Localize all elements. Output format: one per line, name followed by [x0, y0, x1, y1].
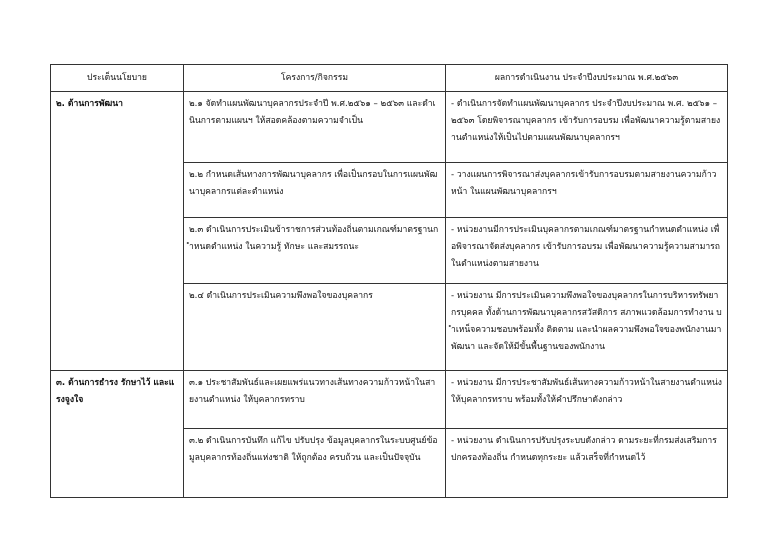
result-text: - หน่วยงานมีการประเมินบุคลากรตามเกณฑ์มาตรฐานกำหนดตำแหน่ง เพื่อพิจารณาจัดส่งบุคลากร เข้ารับการอบรม เพื่อพัฒนาความรู้ความสามารถในตำแหน่งตามสายงาน — [451, 225, 721, 269]
result-text: - วางแผนการพิจารณาส่งบุคลากรเข้ารับการอบรมตามสายงานความก้าวหน้า ในแผนพัฒนาบุคลากรฯ — [451, 170, 717, 197]
result-cell — [446, 92, 728, 163]
project-cell — [184, 284, 446, 371]
result-cell — [446, 163, 728, 218]
result-cell — [446, 218, 728, 284]
project-text: ๒.๒ กำหนดเส้นทางการพัฒนาบุคลากร เพื่อเป็นกรอบในการแผนพัฒนาบุคลากรแต่ละตำแหน่ง — [189, 170, 438, 197]
result-text: - หน่วยงาน มีการประเมินความพึงพอใจของบุคลากรในการบริหารทรัพยากรบุคคล ทั้งด้านการพัฒนาบุคลากรสวัสดิการ สภาพแวดล้อมการทำงาน บำเหน็จความชอบพร้อมทั้ง ติดตาม และนำผลความพึงพอใจของพนักงานมาพัฒนา และจัดให้มีขั้นพื้นฐานของพนักงาน — [451, 291, 722, 352]
result-text: - ดำเนินการจัดทำแผนพัฒนาบุคลากร ประจำปีงบประมาณ พ.ศ. ๒๕๖๑ – ๒๕๖๓ โดยพิจารณาบุคลากร เข้ารับการอบรม เพื่อพัฒนาความรู้ตามสายงานตำแหน่งให้เป็นไปตามแผนพัฒนาบุคลากรฯ — [451, 99, 721, 143]
result-cell — [446, 429, 728, 498]
header-result: ผลการดำเนินงาน ประจำปีงบประมาณ พ.ศ.๒๕๖๓ — [446, 65, 728, 92]
table-row — [51, 92, 728, 163]
project-text: ๒.๑ จัดทำแผนพัฒนาบุคลากรประจำปี พ.ศ.๒๕๖๑ – ๒๕๖๓ และดำเนินการตามแผนฯ ให้สอดคล้องตามความจำเป็น — [189, 99, 436, 126]
project-cell — [184, 371, 446, 429]
policy-cell — [51, 92, 184, 371]
policy-label: ๓. ด้านการธำรง รักษาไว้ และแรงจูงใจ — [56, 378, 175, 405]
table-row — [51, 371, 728, 429]
policy-label: ๒. ด้านการพัฒนา — [56, 99, 123, 109]
header-project: โครงการ/กิจกรรม — [184, 65, 446, 92]
result-text: - หน่วยงาน ดำเนินการปรับปรุงระบบดังกล่าว ตามระยะที่กรมส่งเสริมการปกครองท้องถิ่น กำหนดทุกระยะ แล้วเสร็จที่กำหนดไว้ — [451, 436, 717, 463]
header-policy: ประเด็นนโยบาย — [51, 65, 184, 92]
policy-cell — [51, 371, 184, 498]
project-text: ๓.๒ ดำเนินการบันทึก แก้ไข ปรับปรุง ข้อมูลบุคลากรในระบบศูนย์ข้อมูลบุคลากรท้องถิ่นแห่งชาติ ให้ถูกต้อง ครบถ้วน และเป็นปัจจุบัน — [189, 436, 438, 463]
project-cell — [184, 218, 446, 284]
result-text: - หน่วยงาน มีการประชาสัมพันธ์เส้นทางความก้าวหน้าในสายงานตำแหน่ง ให้บุคลากรทราบ พร้อมทั้งให้คำปรึกษาดังกล่าว — [451, 378, 722, 405]
header-row — [51, 65, 728, 92]
project-text: ๓.๑ ประชาสัมพันธ์และเผยแพร่แนวทางเส้นทางความก้าวหน้าในสายงานตำแหน่ง ให้บุคลากรทราบ — [189, 378, 436, 405]
project-text: ๒.๓ ดำเนินการประเมินข้าราชการส่วนท้องถิ่นตามเกณฑ์มาตรฐานกำหนดตำแหน่ง ในความรู้ ทักษะ และสมรรถนะ — [189, 225, 439, 252]
project-cell — [184, 92, 446, 163]
policy-table — [50, 64, 728, 498]
project-cell — [184, 163, 446, 218]
result-cell — [446, 371, 728, 429]
project-cell — [184, 429, 446, 498]
project-text: ๒.๔ ดำเนินการประเมินความพึงพอใจของบุคลากร — [189, 291, 373, 301]
result-cell — [446, 284, 728, 371]
